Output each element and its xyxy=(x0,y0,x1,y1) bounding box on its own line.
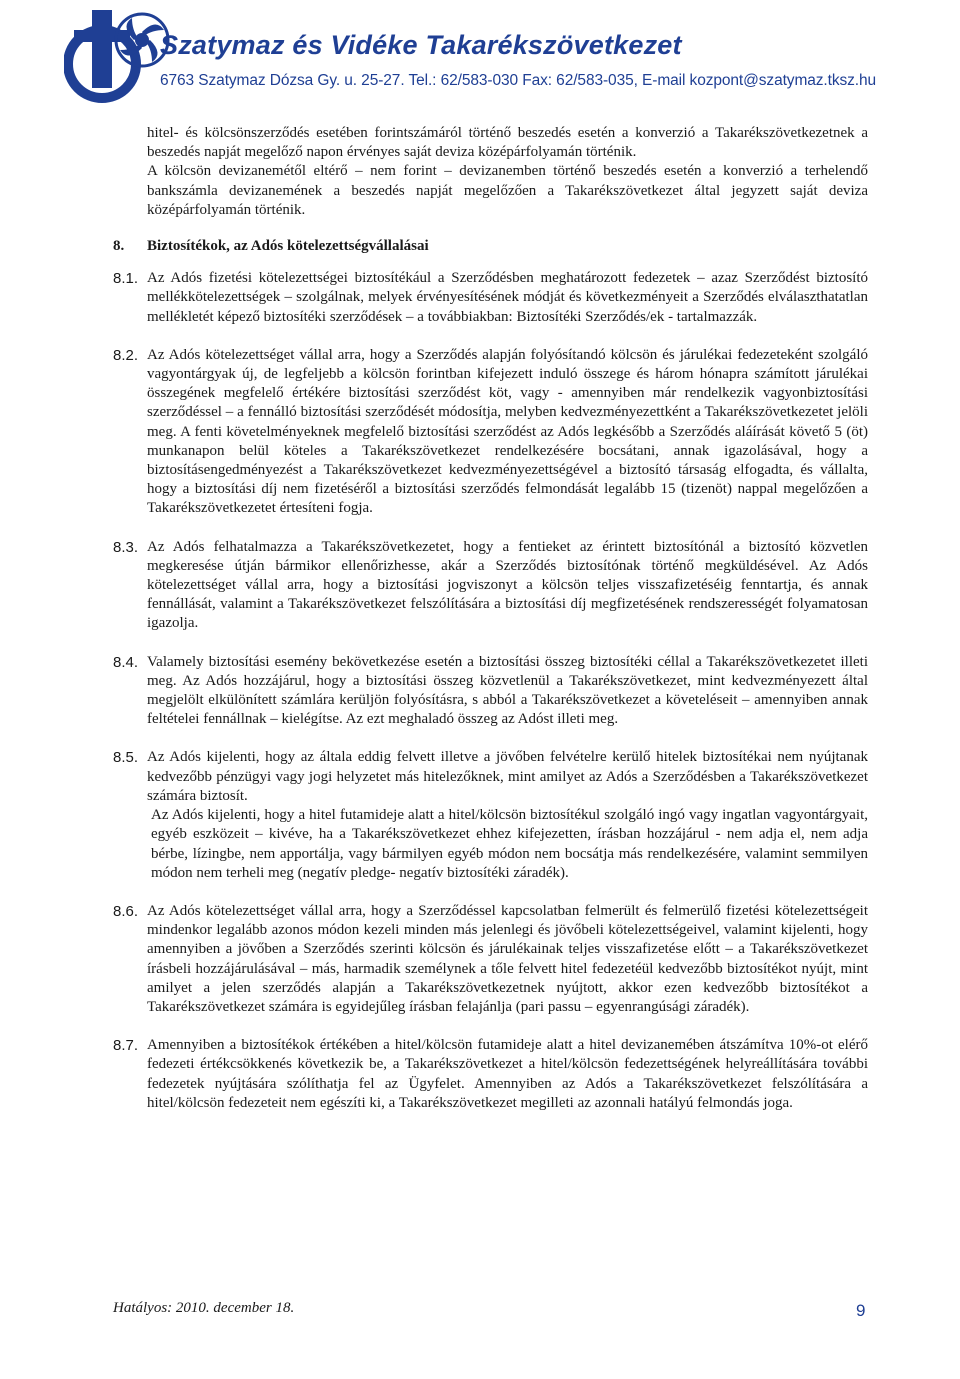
clause-text: Az Adós felhatalmazza a Takarékszövetkezetet, hogy a fentieket az érintett biztosítónál a biztosító közvetlen megkeresése útján bármikor ellenőrizhesse, akár a Szerződés biztosítónak történő megküldésével. Az Adós kötelezettséget vállal arra, hogy a biztosítási jogviszonyt a kölcsön teljes visszafizetéséig fenntartja, és annak fennállását, valamint a Takarékszövetkezet felszólítására a biztosítási díj megfizetésének rendszerességét folyamatosan igazolja. xyxy=(147,538,868,632)
clause-8-6 xyxy=(113,902,868,1017)
intro-paragraph-2: A kölcsön devizanemétől eltérő – nem forint – devizanemben történő beszedés esetén a konverzió a terhelendő bankszámla devizanemének a beszedés napját megelőzően a Takarékszövetkezet által jegyzett saját deviza középárfolyamán történik. xyxy=(147,163,868,218)
clause-8-4 xyxy=(113,653,868,730)
page-number: 9 xyxy=(856,1301,866,1320)
clause-text: Az Adós kötelezettséget vállal arra, hogy a Szerződéssel kapcsolatban felmerült és felmerülő fizetési kötelezettségeit mindenkor legalább azonos módon kezeli minden más jelenlegi és jövőbeli kötelezettségeivel, valamint kijelenti, hogy amennyiben a jövőben a Szerződés szerinti kölcsön és járulékainak teljes visszafizetése előtt – a Takarékszövetkezet írásbeli hozzájárulásával – más, harmadik személynek a tőle felvett hitel fedezetéül kedvezőbb biztosítékot nyújt, mint amilyet a jelen szerződés alapján a Takarékszövetkezetnek nyújtott, akkor ezen kedvezőbb biztosítékot a Takarékszövetkezet számára is egyidejűleg írásban felajánlja (pari passu – egyenrangúsági záradék). xyxy=(147,902,868,1015)
organization-address: 6763 Szatymaz Dózsa Gy. u. 25-27. Tel.: 62/583-030 Fax: 62/583-035, E-mail kozpont@szatymaz.tksz.hu xyxy=(160,72,877,89)
clause-text: Az Adós fizetési kötelezettségei biztosítékául a Szerződésben meghatározott fedezetek – azaz Szerződést biztosító mellékkötelezettségek – szolgálnak, melyek érvényesítésének módját és következményeit a Szerződés elválaszthatatlan mellékletét képező biztosítéki szerződések – a továbbiakban: Biztosítéki Szerződés/ek - tartalmazzák. xyxy=(147,270,868,325)
clause-text: Amennyiben a biztosítékok értékében a hitel/kölcsön futamideje alatt a hitel devizanemében átszámítva 10%-ot elérő fedezeti értékcsökkenés következik be, a Takarékszövetkezet a hitel/kölcsön fedezettségének helyreállítására további fedezetek nyújtására szólíthatja fel az Ügyfelet. Amennyiben az Adós a Takarékszövetkezet felszólítására a hitel/kölcsön fedezeteit nem egészíti ki, a Takarékszövetkezet megilleti az azonnali hatályú felmondás joga. xyxy=(147,1037,868,1111)
section-number: 8. xyxy=(113,238,125,255)
clause-8-5 xyxy=(113,748,868,806)
clause-8-7 xyxy=(113,1036,868,1113)
clause-number: 8.2. xyxy=(113,346,139,364)
takarekszovetkezet-logo-icon xyxy=(64,4,172,106)
clause-number: 8.5. xyxy=(113,749,139,767)
clause-number: 8.7. xyxy=(113,1037,139,1055)
clause-8-3 xyxy=(113,538,868,634)
clause-number: 8.6. xyxy=(113,902,139,920)
clause-number: 8.4. xyxy=(113,653,139,671)
clause-text: Az Adós kötelezettséget vállal arra, hogy a Szerződés alapján folyósítandó kölcsön és járulékai fedezeteként szolgáló vagyontárgyak új, de legfeljebb a kölcsön forintban kifejezett induló összege és három hónapra számított járulékai összegének megfelelő értékére biztosítási szerződést köt, vagy - amennyiben már rendelkezik vagyonbiztosítási szerződéssel – a fennálló biztosítási szerződését módosítja, melyben kedvezményezettként a Takarékszövetkezetet jelöli meg. A fenti követelményeknek megfelelő biztosítási szerződést az Adós legkésőbb a Szerződés aláírását követő 5 (öt) munkanapon belül köteles a Takarékszövetkezet rendelkezésére bocsátani, annak igazolásával, hogy a biztosításengedményezést a Takarékszövetkezet kedvezményezettségével a biztosító társaság elfogadta, és vállalta, hogy a biztosítási díj nem fizetéséről a biztosítási szerződés felmondását legalább 15 (tizenöt) nappal megelőzően a Takarékszövetkezetet értesíteni fogja. xyxy=(147,346,868,517)
letterhead xyxy=(0,0,960,110)
clause-text: Az Adós kijelenti, hogy az általa eddig felvett illetve a jövőben felvételre kerülő hitelek biztosítékai nem nyújtanak kedvezőbb pénzügyi vagy jogi helyzetet más hitelezőknek, mint amilyet az Adós a Szerződésben a Takarékszövetkezet számára biztosít. xyxy=(147,749,868,804)
clause-8-1 xyxy=(113,269,868,327)
clause-number: 8.3. xyxy=(113,538,139,556)
clause-8-2 xyxy=(113,346,868,519)
document-body xyxy=(113,124,868,1113)
section-heading xyxy=(113,237,868,256)
intro-paragraph-1: hitel- és kölcsönszerződés esetében forintszámáról történő beszedés esetén a konverzió a Takarékszövetkezetnek a beszedés napját megelőző napon érvényes saját deviza középárfolyamán történik. xyxy=(147,125,868,161)
clause-number: 8.1. xyxy=(113,270,139,288)
effective-date: Hatályos: 2010. december 18. xyxy=(113,1300,295,1316)
organization-name: Szatymaz és Vidéke Takarékszövetkezet xyxy=(160,30,682,60)
clause-8-5-subparagraph: Az Adós kijelenti, hogy a hitel futamideje alatt a hitel/kölcsön biztosítékul szolgáló ingó vagy ingatlan vagyontárgyait, egyéb eszközeit – kivéve, ha a Takarékszövetkezet ehhez kifejezetten, írásban hozzájárul - nem adja el, nem adja bérbe, lízingbe, nem apportálja, vagy bármilyen egyéb módon nem bocsátja más rendelkezésére, valamint semmilyen módon nem terheli meg (negatív pledge- negatív biztosítéki záradék). xyxy=(151,807,868,881)
clause-text: Valamely biztosítási esemény bekövetkezése esetén a biztosítási összeg biztosítéki céllal a Takarékszövetkezetet illeti meg. Az Adós hozzájárul, hogy a biztosítási összeg közvetlenül a Takarékszövetkezet, mint kedvezményezett által megjelölt elkülönített számlára kerüljön folyósításra, s abból a Takarékszövetkezet a követeléseit – amennyiben annak feltételei fennállnak – kielégítse. Az ezt meghaladó összeg az Adóst illeti meg. xyxy=(147,653,868,728)
section-title: Biztosítékok, az Adós kötelezettségvállalásai xyxy=(147,238,429,255)
